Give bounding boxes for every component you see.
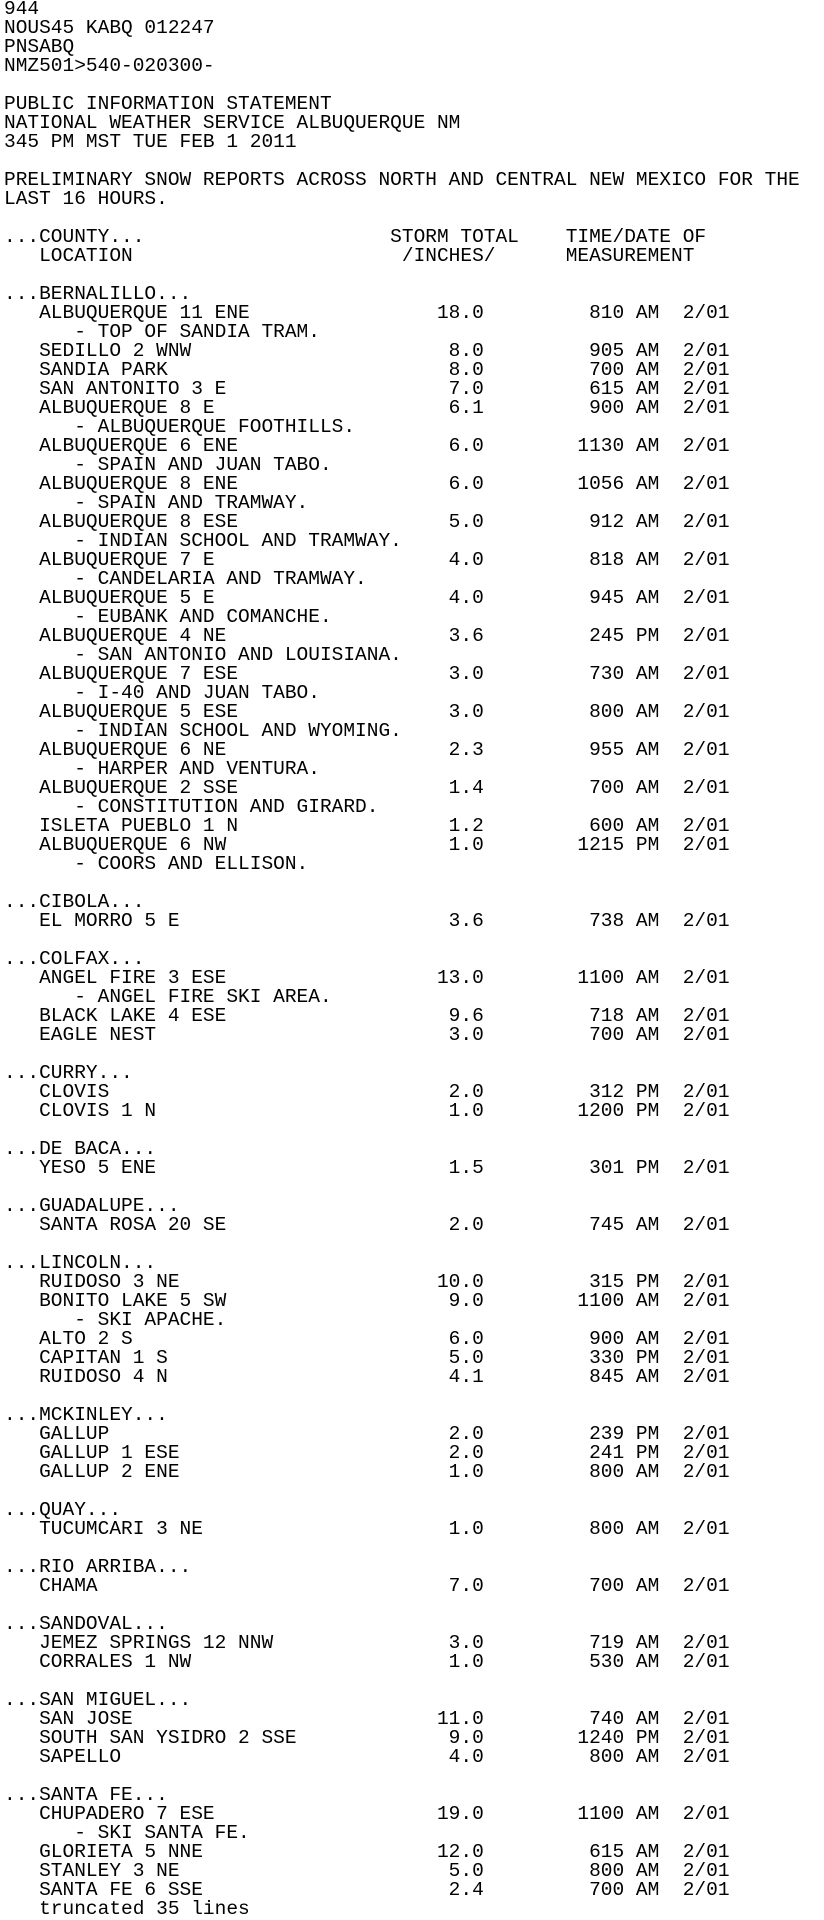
- text-line: - I-40 AND JUAN TABO.: [4, 682, 320, 704]
- text-line: STANLEY 3 NE 5.0 800 AM 2/01: [4, 1860, 730, 1882]
- text-line: SAPELLO 4.0 800 AM 2/01: [4, 1746, 730, 1768]
- text-line: ALBUQUERQUE 11 ENE 18.0 810 AM 2/01: [4, 302, 730, 324]
- text-line: GLORIETA 5 NNE 12.0 615 AM 2/01: [4, 1841, 730, 1863]
- text-line: - SPAIN AND JUAN TABO.: [4, 454, 332, 476]
- text-line: ANGEL FIRE 3 ESE 13.0 1100 AM 2/01: [4, 967, 730, 989]
- text-line: ...COLFAX...: [4, 948, 145, 970]
- text-line: NMZ501>540-020300-: [4, 55, 215, 77]
- text-line: ALBUQUERQUE 7 E 4.0 818 AM 2/01: [4, 549, 730, 571]
- text-line: GALLUP 2.0 239 PM 2/01: [4, 1423, 730, 1445]
- text-line: CLOVIS 2.0 312 PM 2/01: [4, 1081, 730, 1103]
- text-line: ...SANTA FE...: [4, 1784, 168, 1806]
- text-line: GALLUP 2 ENE 1.0 800 AM 2/01: [4, 1461, 730, 1483]
- text-line: - CONSTITUTION AND GIRARD.: [4, 796, 379, 818]
- text-line: - COORS AND ELLISON.: [4, 853, 309, 875]
- text-line: BLACK LAKE 4 ESE 9.6 718 AM 2/01: [4, 1005, 730, 1027]
- text-line: PUBLIC INFORMATION STATEMENT: [4, 93, 332, 115]
- text-line: - EUBANK AND COMANCHE.: [4, 606, 332, 628]
- text-line: - HARPER AND VENTURA.: [4, 758, 320, 780]
- text-line: SANTA FE 6 SSE 2.4 700 AM 2/01: [4, 1879, 730, 1901]
- text-line: SAN JOSE 11.0 740 AM 2/01: [4, 1708, 730, 1730]
- text-line: PNSABQ: [4, 36, 75, 58]
- text-line: - INDIAN SCHOOL AND TRAMWAY.: [4, 530, 402, 552]
- text-line: SOUTH SAN YSIDRO 2 SSE 9.0 1240 PM 2/01: [4, 1727, 730, 1749]
- text-line: ALBUQUERQUE 5 E 4.0 945 AM 2/01: [4, 587, 730, 609]
- text-line: BONITO LAKE 5 SW 9.0 1100 AM 2/01: [4, 1290, 730, 1312]
- text-line: ...DE BACA...: [4, 1138, 157, 1160]
- text-line: ...LINCOLN...: [4, 1252, 157, 1274]
- text-line: TUCUMCARI 3 NE 1.0 800 AM 2/01: [4, 1518, 730, 1540]
- text-line: ALBUQUERQUE 6 ENE 6.0 1130 AM 2/01: [4, 435, 730, 457]
- text-line: ALBUQUERQUE 7 ESE 3.0 730 AM 2/01: [4, 663, 730, 685]
- text-line: ...GUADALUPE...: [4, 1195, 180, 1217]
- text-line: CAPITAN 1 S 5.0 330 PM 2/01: [4, 1347, 730, 1369]
- text-line: ...MCKINLEY...: [4, 1404, 168, 1426]
- text-line: - TOP OF SANDIA TRAM.: [4, 321, 320, 343]
- text-line: ALBUQUERQUE 8 E 6.1 900 AM 2/01: [4, 397, 730, 419]
- text-line: EL MORRO 5 E 3.6 738 AM 2/01: [4, 910, 730, 932]
- text-line: - INDIAN SCHOOL AND WYOMING.: [4, 720, 402, 742]
- text-line: NATIONAL WEATHER SERVICE ALBUQUERQUE NM: [4, 112, 461, 134]
- text-line: ...SAN MIGUEL...: [4, 1689, 192, 1711]
- text-line: truncated 35 lines: [4, 1898, 250, 1920]
- text-line: ALBUQUERQUE 4 NE 3.6 245 PM 2/01: [4, 625, 730, 647]
- text-line: RUIDOSO 4 N 4.1 845 AM 2/01: [4, 1366, 730, 1388]
- text-line: - SKI SANTA FE.: [4, 1822, 250, 1844]
- text-line: ...CIBOLA...: [4, 891, 145, 913]
- text-line: RUIDOSO 3 NE 10.0 315 PM 2/01: [4, 1271, 730, 1293]
- text-line: ...BERNALILLO...: [4, 283, 192, 305]
- text-line: SANTA ROSA 20 SE 2.0 745 AM 2/01: [4, 1214, 730, 1236]
- text-line: CHAMA 7.0 700 AM 2/01: [4, 1575, 730, 1597]
- text-line: - SAN ANTONIO AND LOUISIANA.: [4, 644, 402, 666]
- text-line: YESO 5 ENE 1.5 301 PM 2/01: [4, 1157, 730, 1179]
- text-line: - CANDELARIA AND TRAMWAY.: [4, 568, 367, 590]
- text-line: - ANGEL FIRE SKI AREA.: [4, 986, 332, 1008]
- text-line: ALBUQUERQUE 6 NW 1.0 1215 PM 2/01: [4, 834, 730, 856]
- text-line: ALBUQUERQUE 5 ESE 3.0 800 AM 2/01: [4, 701, 730, 723]
- text-line: ALBUQUERQUE 2 SSE 1.4 700 AM 2/01: [4, 777, 730, 799]
- text-line: 345 PM MST TUE FEB 1 2011: [4, 131, 297, 153]
- text-line: ...RIO ARRIBA...: [4, 1556, 192, 1578]
- text-line: ...CURRY...: [4, 1062, 133, 1084]
- text-line: JEMEZ SPRINGS 12 NNW 3.0 719 AM 2/01: [4, 1632, 730, 1654]
- text-line: ALTO 2 S 6.0 900 AM 2/01: [4, 1328, 730, 1350]
- text-line: CHUPADERO 7 ESE 19.0 1100 AM 2/01: [4, 1803, 730, 1825]
- text-line: CLOVIS 1 N 1.0 1200 PM 2/01: [4, 1100, 730, 1122]
- text-line: [4, 1482, 824, 1501]
- text-line: - SKI APACHE.: [4, 1309, 227, 1331]
- text-line: SEDILLO 2 WNW 8.0 905 AM 2/01: [4, 340, 730, 362]
- text-line: EAGLE NEST 3.0 700 AM 2/01: [4, 1024, 730, 1046]
- text-line: ISLETA PUEBLO 1 N 1.2 600 AM 2/01: [4, 815, 730, 837]
- text-line: NOUS45 KABQ 012247: [4, 17, 215, 39]
- text-line: GALLUP 1 ESE 2.0 241 PM 2/01: [4, 1442, 730, 1464]
- text-line: ...SANDOVAL...: [4, 1613, 168, 1635]
- text-line: PRELIMINARY SNOW REPORTS ACROSS NORTH AND CENTRAL NEW MEXICO FOR THE: [4, 169, 800, 191]
- text-line: ALBUQUERQUE 6 NE 2.3 955 AM 2/01: [4, 739, 730, 761]
- text-line: - SPAIN AND TRAMWAY.: [4, 492, 309, 514]
- text-line: SANDIA PARK 8.0 700 AM 2/01: [4, 359, 730, 381]
- text-line: CORRALES 1 NW 1.0 530 AM 2/01: [4, 1651, 730, 1673]
- text-line: LAST 16 HOURS.: [4, 188, 168, 210]
- text-line: - ALBUQUERQUE FOOTHILLS.: [4, 416, 356, 438]
- text-line: ALBUQUERQUE 8 ENE 6.0 1056 AM 2/01: [4, 473, 730, 495]
- text-line: 944: [4, 0, 40, 20]
- text-line: ALBUQUERQUE 8 ESE 5.0 912 AM 2/01: [4, 511, 730, 533]
- text-line: ...QUAY...: [4, 1499, 122, 1521]
- text-line: SAN ANTONITO 3 E 7.0 615 AM 2/01: [4, 378, 730, 400]
- text-line: ...COUNTY... STORM TOTAL TIME/DATE OF: [4, 226, 707, 248]
- text-line: LOCATION /INCHES/ MEASUREMENT: [4, 245, 695, 267]
